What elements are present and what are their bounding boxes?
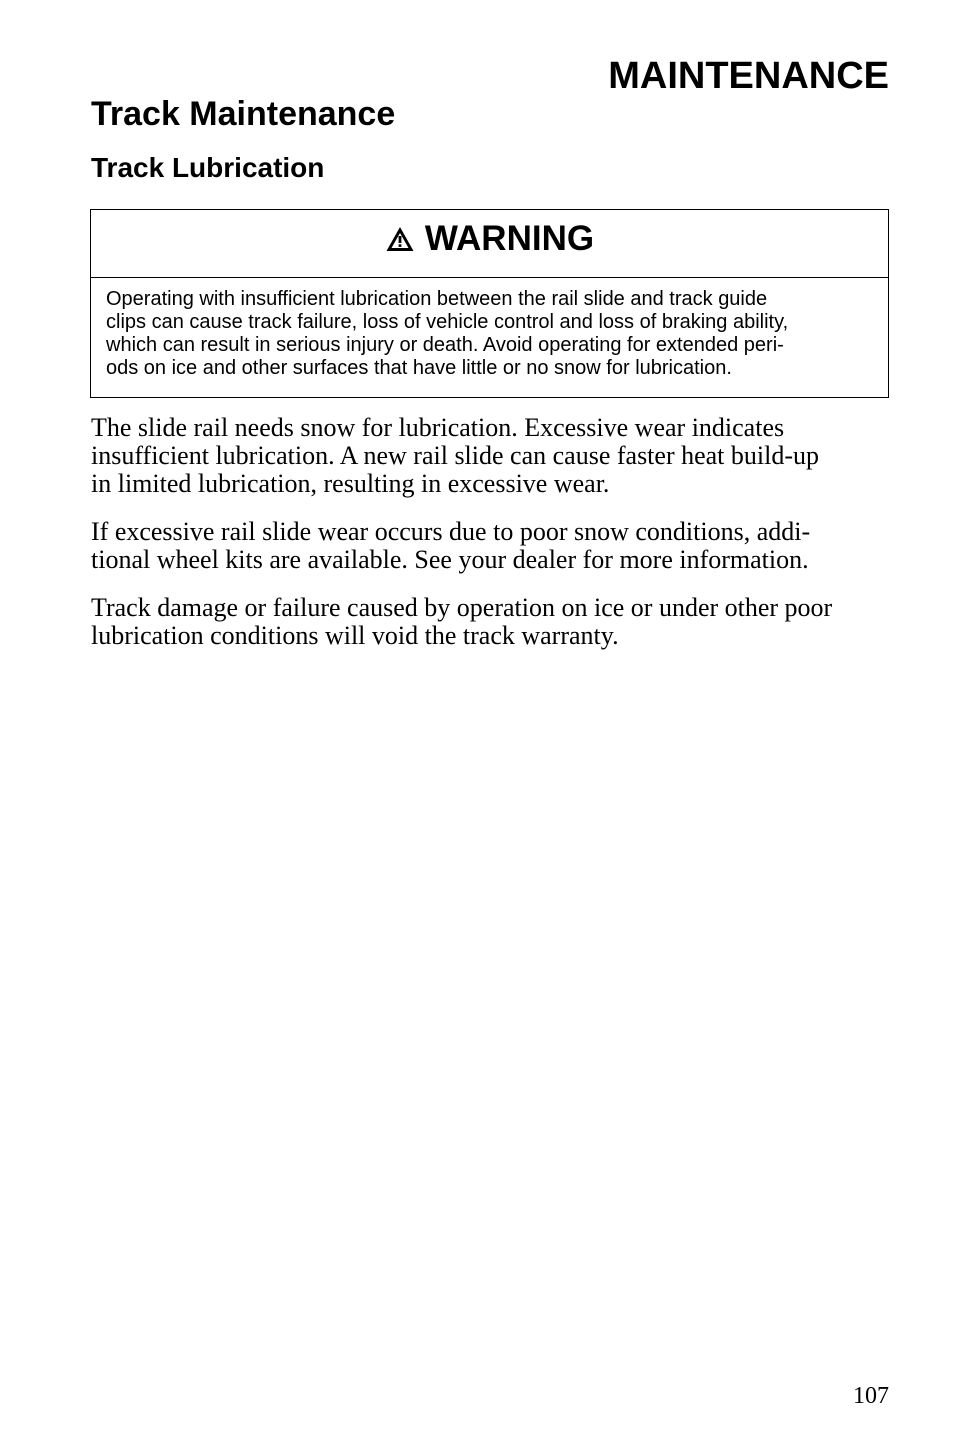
- subsection-title: Track Lubrication: [91, 152, 325, 183]
- warning-box: [90, 209, 889, 398]
- warning-header: [91, 210, 888, 278]
- section-title: Track Maintenance: [91, 95, 396, 133]
- body-paragraph: Track damage or failure caused by operation on ice or under other poor lubrication conditions will void the track warranty.: [91, 593, 833, 650]
- warning-text: Operating with insufficient lubrication between the rail slide and track guide clips can cause track failure, loss of vehicle control and loss of braking ability, which can result in serious injury or death. Avoid operating for extended peri- ods on ice and other surfaces that have little or no snow for lubrication.: [106, 288, 789, 379]
- body-paragraph: If excessive rail slide wear occurs due to poor snow conditions, addi- tional wheel kits are available. See your dealer for more information.: [91, 517, 811, 574]
- warning-label: WARNING: [424, 218, 595, 258]
- warning-triangle-icon: [385, 225, 415, 253]
- chapter-title: MAINTENANCE: [608, 55, 889, 97]
- body-paragraph: The slide rail needs snow for lubrication. Excessive wear indicates insufficient lubrication. A new rail slide can cause faster heat build-up in limited lubrication, resulting in excessive wear.: [91, 413, 820, 498]
- page-number: 107: [853, 1383, 889, 1409]
